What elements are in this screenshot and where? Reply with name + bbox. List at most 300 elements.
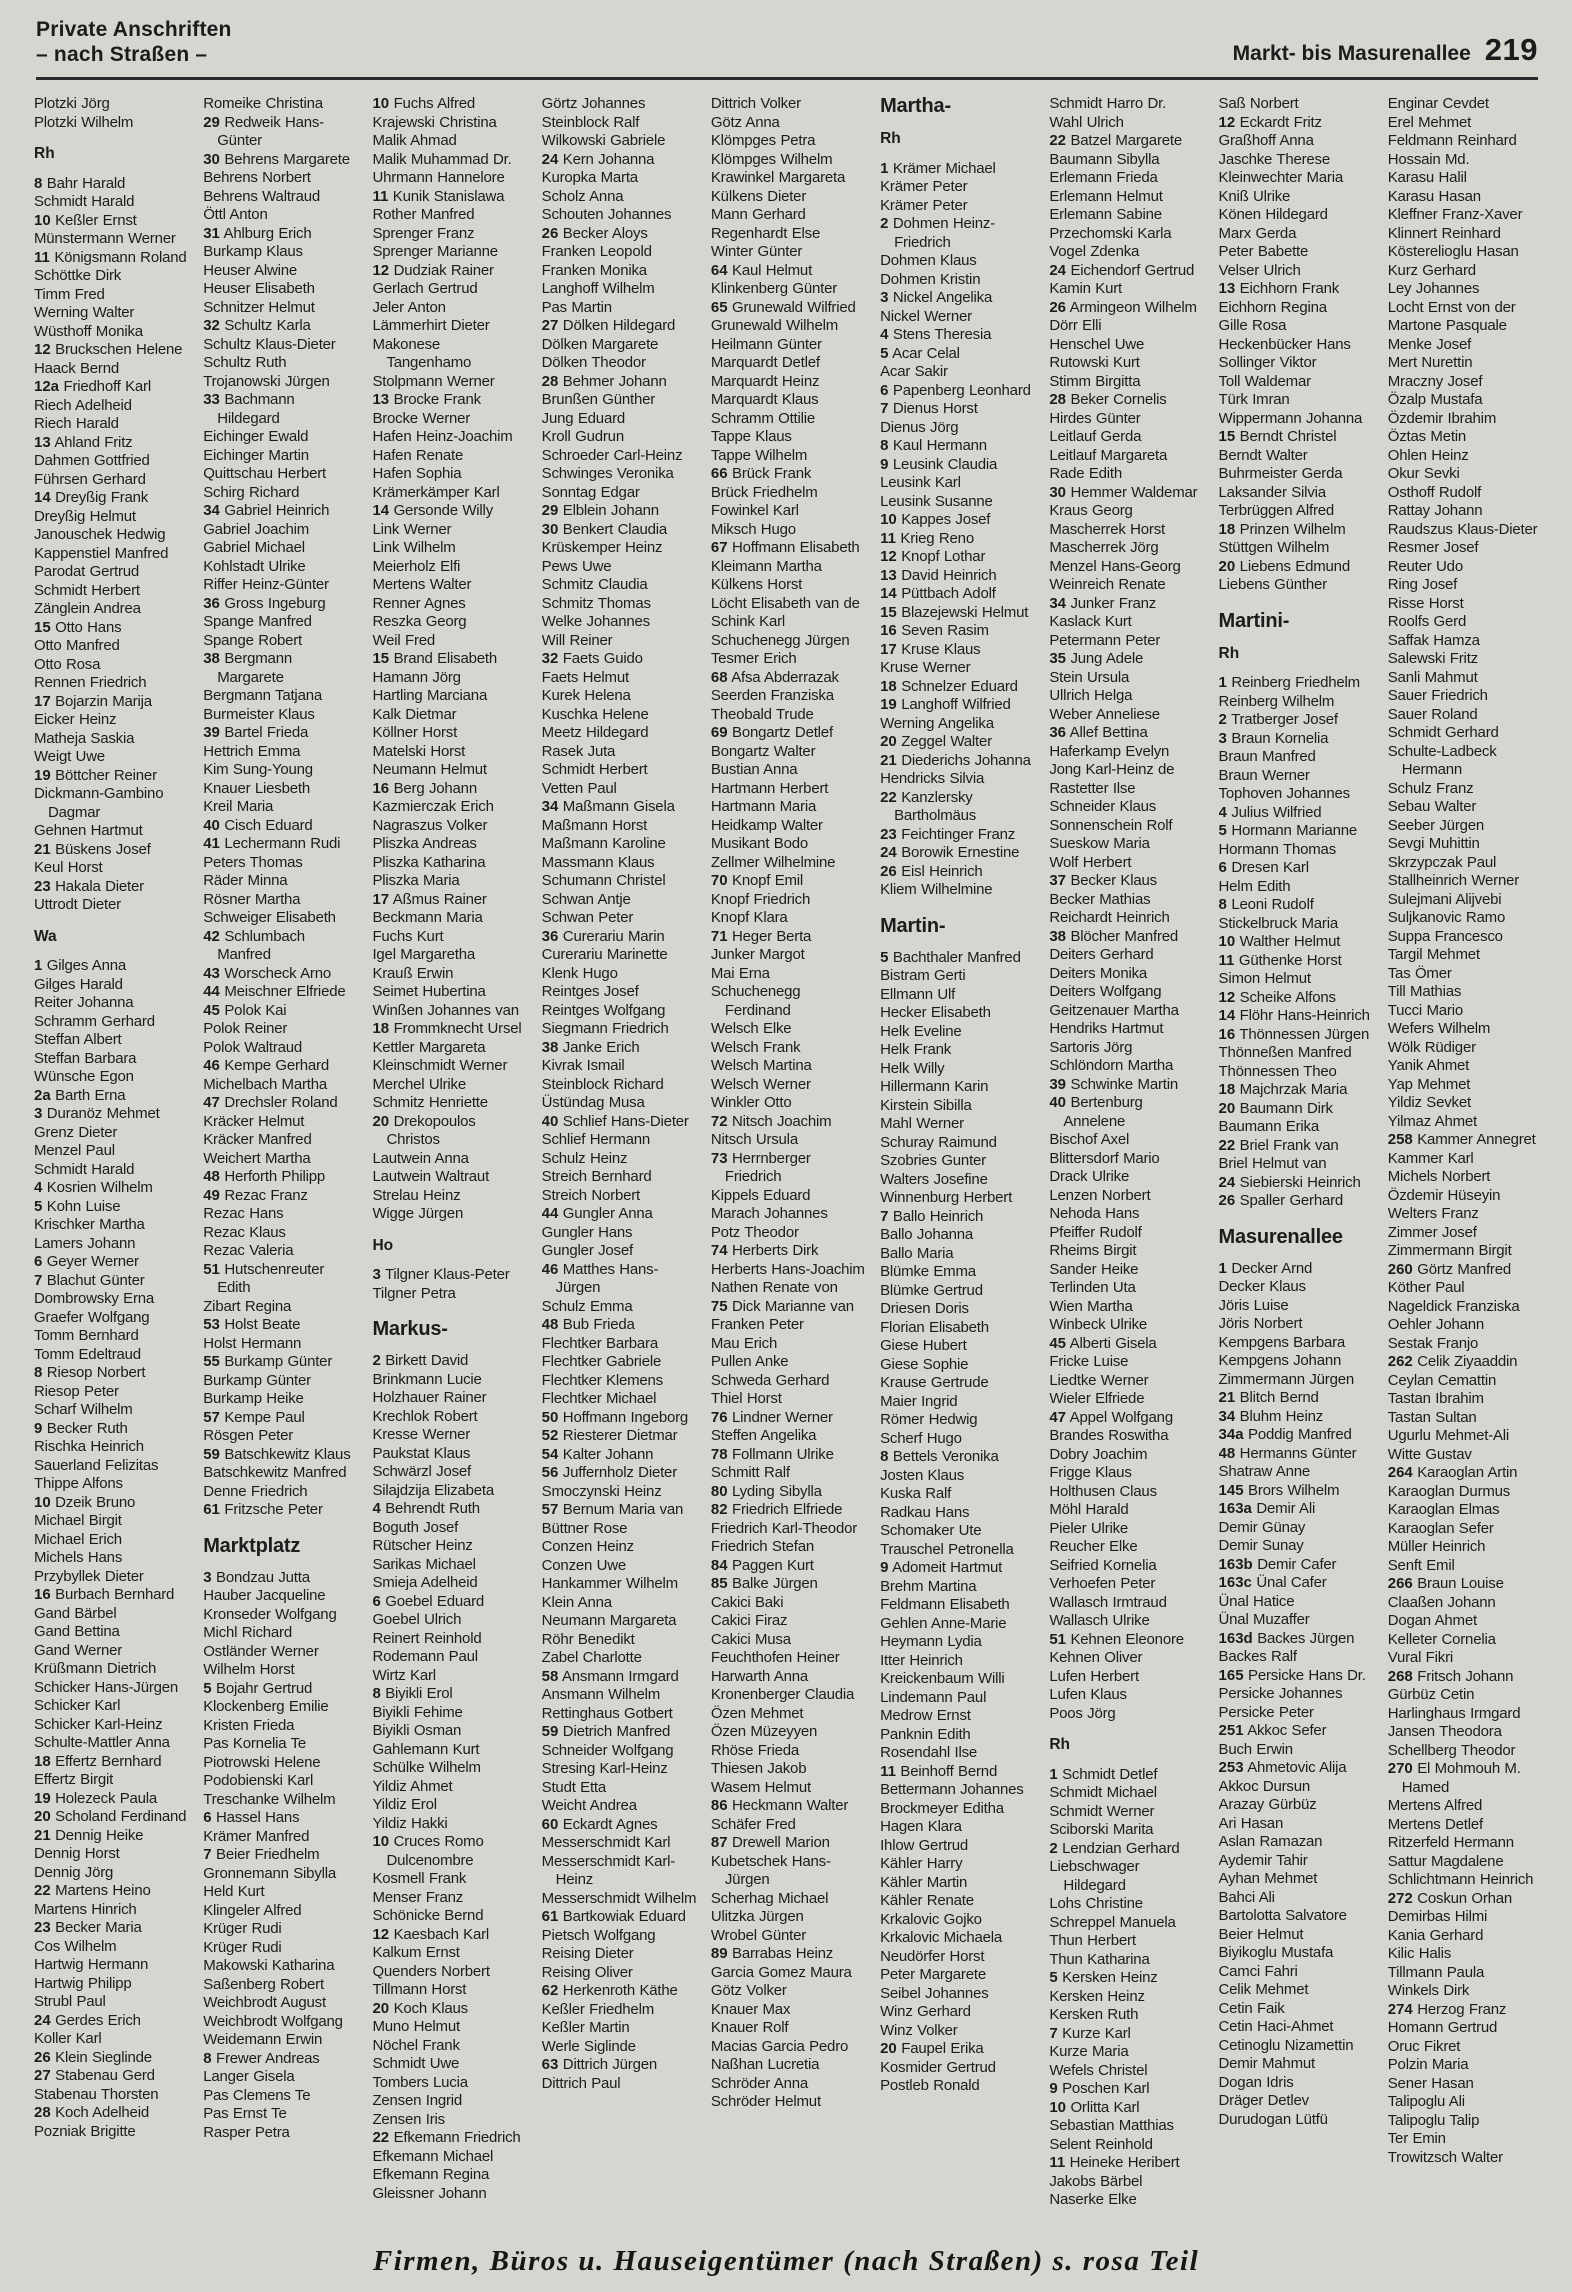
directory-entry: Heuser Alwine [203,261,298,279]
directory-entry: Vetten Paul [541,779,617,797]
directory-entry: Sander Heike [1049,1260,1139,1278]
directory-entry: Rattay Johann [1387,502,1483,519]
directory-entry: Klinkenberg Günter [710,280,838,297]
directory-entry: Klockenberg Emilie [203,1698,329,1715]
directory-entry: Yildiz Erol [372,1796,437,1813]
directory-entry: Josten Klaus [880,1466,965,1484]
directory-column [711,95,867,2222]
directory-entry: Pieler Ulrike [1049,1519,1129,1537]
directory-entry: Welsch Martina [710,1057,812,1074]
directory-entry: Yildiz Ahmet [372,1777,453,1795]
directory-entry: Ohlen Heinz [1387,446,1469,464]
directory-entry: Ulitzka Jürgen [710,1908,804,1925]
directory-entry: Sauer Friedrich [1387,687,1488,704]
directory-entry: Rischka Heinrich [34,1438,144,1455]
directory-entry: 14 Püttbach Adolf [880,585,996,602]
directory-entry: Flechtker Klemens [541,1371,663,1389]
directory-entry: Kristen Frieda [203,1716,295,1734]
section-title-line2: – nach Straßen – [36,42,208,66]
directory-entry: Ley Johannes [1387,280,1480,297]
directory-entry: Giese Sophie [880,1355,969,1373]
directory-entry: Riech Harald [34,415,119,432]
directory-entry: Seifried Kornelia [1049,1556,1157,1574]
directory-entry: Ihlow Gertrud [880,1836,969,1854]
directory-entry: Miksch Hugo [710,520,796,538]
directory-entry: Laksander Silvia [1218,483,1326,501]
directory-entry: Kempgens Johann [1218,1352,1342,1369]
directory-entry: Rütscher Heinz [372,1537,473,1554]
directory-entry: 16 Seven Rasim [880,622,989,639]
directory-entry: 18 Effertz Bernhard [34,1752,162,1770]
directory-entry: Zibart Regina [203,1297,292,1315]
directory-entry: Langer Gisela [203,2068,295,2085]
directory-entry: Führsen Gerhard [34,470,146,488]
directory-columns [34,95,1544,2222]
directory-entry: Gungler Josef [541,1242,633,1259]
directory-entry: Jong Karl-Heinz de [1049,761,1175,778]
directory-entry: Reintges Josef [541,983,639,1000]
directory-entry: 30 Behrens Margarete [203,150,350,168]
directory-entry: 34a Poddig Manfred [1218,1426,1352,1443]
directory-entry: 40 Bertenburg Annelene [1049,1094,1143,1130]
directory-entry: Raudszus Klaus-Dieter [1387,520,1538,538]
directory-entry: Jakobs Bärbel [1049,2172,1143,2190]
directory-entry: Wirtz Karl [372,1666,436,1684]
directory-entry: Kosmider Gertrud [880,2058,996,2076]
directory-entry: Rheims Birgit [1049,1242,1137,1259]
directory-entry: Reichardt Heinrich [1049,909,1170,926]
directory-entry: Sulejmani Alijvebi [1387,890,1502,908]
directory-entry: Winßen Johannes van [372,1001,519,1019]
directory-entry: Martens Hinrich [34,1900,137,1918]
directory-entry: 4 Behrendt Ruth [372,1500,480,1517]
directory-entry: Harwarth Anna [710,1667,808,1685]
directory-entry: Weichbrodt Wolfgang [203,2012,343,2030]
directory-entry: Wasem Helmut [710,1778,811,1796]
directory-entry: Erel Mehmet [1387,113,1472,131]
district-header: Rh [880,130,901,147]
directory-entry: Locht Ernst von der [1387,298,1516,316]
directory-entry: Strubl Paul [34,1993,106,2010]
directory-entry: Seibel Johannes [880,1984,989,2002]
directory-entry: Ünal Hatice [1218,1592,1295,1610]
directory-entry: Homann Gertrud [1387,2019,1498,2036]
directory-entry: 20 Zeggel Walter [880,733,992,750]
directory-entry: Kräcker Manfred [203,1131,312,1148]
directory-entry: 34 Junker Franz [1049,594,1157,612]
directory-entry: Winkler Otto [710,1094,792,1111]
directory-entry: Schulte-Ladbeck Hermann [1387,742,1497,778]
directory-entry: Polok Reiner [203,1020,288,1037]
directory-entry: Otto Rosa [34,655,101,673]
directory-entry: Schmidt Harald [34,193,135,210]
directory-entry: Brunßen Günther [541,391,656,408]
directory-entry: Kurz Gerhard [1387,261,1476,279]
directory-entry: Henschel Uwe [1049,335,1145,353]
directory-entry: Scherhag Michael [710,1889,829,1907]
directory-entry: Müller Heinrich [1387,1538,1486,1555]
directory-entry: Wilkowski Gabriele [541,132,666,149]
directory-entry: 10 Keßler Ernst [34,211,137,229]
directory-entry: 28 Koch Adelheid [34,2104,149,2121]
directory-entry: 68 Afsa Abderrazak [710,668,839,686]
directory-entry: Hossain Md. [1387,150,1470,168]
directory-entry: Wüsthoff Monika [34,322,143,340]
directory-entry: Reuter Udo [1387,557,1463,575]
directory-entry: Köllner Horst [372,724,458,741]
directory-entry: 84 Paggen Kurt [710,1556,814,1574]
directory-entry: Dittrich Volker [710,95,801,112]
directory-entry: Flechtker Michael [541,1390,657,1407]
directory-entry: 85 Balke Jürgen [710,1575,818,1592]
directory-entry: Rezac Valeria [203,1242,294,1259]
directory-entry: Tastan Sultan [1387,1408,1477,1426]
directory-entry: Götz Anna [710,113,780,131]
directory-entry: Erlemann Helmut [1049,187,1163,205]
directory-entry: Helk Frank [880,1041,952,1058]
directory-entry: Grenz Dieter [34,1123,118,1141]
directory-entry: Rosendahl Ilse [880,1744,978,1761]
district-header: Ho [372,1236,394,1254]
directory-entry: 2 Lendzian Gerhard [1049,1839,1180,1857]
directory-entry: Conzen Heinz [541,1538,634,1555]
directory-entry: Kuschka Helene [541,705,649,723]
directory-entry: Zellmer Wilhelmine [710,853,836,871]
directory-entry: Krüger Rudi [203,1938,282,1956]
directory-entry: Stimm Birgitta [1049,372,1141,390]
directory-entry: Krämerkämper Karl [372,483,500,501]
directory-entry: 26 Klein Sieglinde [34,2048,152,2066]
district-header: Rh [34,145,55,162]
directory-entry: Franken Peter [710,1316,804,1333]
directory-entry: 20 Scholand Ferdinand [34,1808,187,1825]
directory-entry: 64 Kaul Helmut [710,261,813,279]
directory-entry: Kreil Maria [203,798,274,815]
directory-entry: 72 Nitsch Joachim [710,1112,832,1130]
directory-entry: 26 Spaller Gerhard [1218,1192,1344,1209]
directory-entry: 70 Knopf Emil [710,872,804,889]
directory-entry: Talipoglu Talip [1387,2111,1480,2129]
directory-entry: Bustian Anna [710,761,798,778]
directory-entry: 1 Schmidt Detlef [1049,1765,1158,1783]
directory-entry: Cakici Musa [710,1630,791,1648]
directory-entry: 32 Faets Guido [541,650,643,667]
directory-entry: 22 Briel Frank van [1218,1136,1339,1154]
directory-entry: 13 Eichhorn Frank [1218,280,1340,297]
directory-entry: Schwärzl Josef [372,1463,472,1480]
directory-entry: 32 Schultz Karla [203,317,311,334]
directory-entry: 61 Fritzsche Peter [203,1501,323,1518]
directory-entry: Blittersdorf Mario [1049,1149,1160,1167]
directory-entry: Jaschke Therese [1218,150,1330,168]
directory-entry: 22 Efkemann Friedrich [372,2129,521,2146]
directory-entry: Leitlauf Margareta [1049,446,1168,464]
directory-entry: Kivrak Ismail [541,1057,625,1074]
header-rule [36,77,1538,80]
directory-entry: Heuser Elisabeth [203,280,315,297]
directory-entry: Jöris Luise [1218,1296,1289,1314]
directory-entry: Yildiz Sevket [1387,1094,1471,1111]
directory-entry: Görtz Johannes [541,95,646,112]
directory-entry: Schulz Heinz [541,1149,628,1167]
directory-entry: Deiters Wolfgang [1049,983,1162,1000]
directory-entry: Hormann Thomas [1218,840,1337,858]
directory-entry: 6 Papenberg Leonhard [880,381,1031,399]
directory-entry: Feuchthofen Heiner [710,1649,840,1666]
directory-entry: Efkemann Michael [372,2147,494,2165]
directory-entry: 53 Holst Beate [203,1316,301,1333]
directory-entry: Biyikoglu Mustafa [1218,1944,1334,1961]
directory-entry: Gabriel Michael [203,539,305,556]
directory-entry: Cetinoglu Nizamettin [1218,2036,1354,2054]
directory-entry: Schultz Ruth [203,354,287,371]
directory-entry: Przechomski Karla [1049,224,1172,242]
directory-entry: Wrobel Günter [710,1926,807,1944]
directory-entry: 10 Fuchs Alfred [372,95,476,112]
directory-entry: Yildiz Hakki [372,1814,448,1832]
directory-entry: Ritzerfeld Hermann [1387,1834,1514,1851]
directory-entry: Menser Franz [372,1888,464,1906]
directory-entry: Schwan Peter [541,909,634,926]
directory-entry: Demirbas Hilmi [1387,1908,1488,1925]
directory-entry: Briel Helmut van [1218,1155,1327,1172]
directory-entry: Friedrich Karl-Theodor [710,1519,858,1537]
directory-entry: Knauer Rolf [710,2019,789,2036]
directory-entry: Lufen Klaus [1049,1686,1127,1703]
directory-entry: Jung Eduard [541,409,626,427]
directory-entry: Roolfs Gerd [1387,613,1467,630]
directory-entry: 51 Kehnen Eleonore [1049,1630,1184,1648]
directory-entry: Schönicke Bernd [372,1907,484,1924]
directory-entry: 34 Gabriel Heinrich [203,502,330,519]
directory-entry: 48 Hermanns Günter [1218,1444,1357,1462]
directory-entry: 22 Batzel Margarete [1049,132,1182,149]
directory-entry: Heckenbücker Hans [1218,335,1351,353]
directory-entry: Eichinger Ewald [203,428,309,445]
directory-entry: Schweiger Elisabeth [203,909,336,926]
directory-entry: Helm Edith [1218,877,1291,895]
directory-entry: Schmidt Herbert [541,761,648,778]
directory-entry: 87 Drewell Marion [710,1834,830,1851]
directory-entry: Kroll Gudrun [541,428,624,445]
directory-entry: Öztas Metin [1387,428,1467,445]
directory-entry: Burkamp Günter [203,1371,311,1389]
directory-entry: 22 Martens Heino [34,1882,151,1899]
directory-entry: 65 Grunewald Wilfried [710,298,856,316]
directory-entry: Saßenberg Robert [203,1975,324,1993]
directory-entry: Macias Garcia Pedro [710,2037,849,2055]
directory-entry: Feldmann Reinhard [1387,132,1517,149]
directory-entry: Marquardt Klaus [710,391,819,408]
directory-entry: Postleb Ronald [880,2077,980,2094]
directory-entry: Romeike Christina [203,95,323,112]
directory-entry: Römer Hedwig [880,1411,978,1428]
directory-entry: Lenzen Norbert [1049,1186,1151,1204]
directory-entry: 46 Kempe Gerhard [203,1057,329,1074]
directory-entry: Blümke Gertrud [880,1281,983,1299]
directory-entry: Knopf Friedrich [710,890,811,908]
directory-entry: Thiesen Jakob [710,1760,807,1777]
directory-entry: Wippermann Johanna [1218,409,1363,427]
directory-entry: Schreppel Manuela [1049,1913,1176,1931]
directory-entry: 5 Bojahr Gertrud [203,1679,313,1697]
directory-entry: 18 Frommknecht Ursel [372,1020,522,1037]
directory-entry: Potz Theodor [710,1223,799,1241]
directory-entry: Mert Nurettin [1387,354,1473,371]
directory-entry: Ballo Johanna [880,1226,974,1243]
directory-entry: Reinert Reinhold [372,1629,482,1647]
directory-entry: Haferkamp Evelyn [1049,742,1170,760]
directory-entry: Kappenstiel Manfred [34,544,169,562]
directory-entry: Leitlauf Gerda [1049,428,1142,445]
directory-entry: Hendriks Hartmut [1049,1020,1164,1037]
directory-entry: Schmidt Gerhard [1387,724,1499,741]
directory-entry: Nageldick Franziska [1387,1297,1520,1315]
directory-entry: Beier Helmut [1218,1925,1304,1943]
directory-entry: 12 Eckardt Fritz [1218,113,1322,131]
directory-entry: Özdemir Ibrahim [1387,409,1497,427]
directory-entry: Gilges Harald [34,975,123,993]
directory-entry: 8 Bahr Harald [34,174,126,192]
directory-entry: 9 Leusink Claudia [880,455,998,473]
directory-entry: Ring Josef [1387,576,1458,593]
directory-entry: 86 Heckmann Walter [710,1797,849,1814]
directory-entry: 272 Coskun Orhan [1387,1889,1513,1907]
directory-entry: Kreickenbaum Willi [880,1670,1005,1687]
directory-entry: 73 Herrnberger Friedrich [710,1149,811,1185]
directory-entry: 20 Drekopoulos Christos [372,1112,476,1148]
directory-entry: 12 Bruckschen Helene [34,341,183,358]
directory-entry: Menzel Hans-Georg [1049,557,1181,575]
directory-entry: Smoczynski Heinz [541,1482,662,1500]
directory-entry: 163c Ünal Cafer [1218,1574,1327,1591]
directory-entry: Behrens Waltraud [203,187,321,205]
directory-entry: Merchel Ulrike [372,1075,466,1093]
directory-entry: Tesmer Erich [710,650,797,667]
directory-entry: Özen Müzeyyen [710,1723,818,1740]
directory-entry: Liebens Günther [1218,576,1327,593]
street-range: Markt- bis Masurenallee [1232,41,1471,65]
directory-entry: Yanik Ahmet [1387,1057,1470,1074]
directory-entry: Przybyllek Dieter [34,1567,144,1585]
directory-entry: 50 Hoffmann Ingeborg [541,1408,689,1426]
directory-entry: Brandes Roswitha [1049,1427,1169,1444]
directory-entry: Fowinkel Karl [710,502,799,519]
directory-entry: 3 Braun Kornelia [1218,729,1329,747]
directory-entry: 1 Reinberg Friedhelm [1218,674,1360,691]
directory-entry: Dennig Jörg [34,1863,114,1881]
directory-entry: Sueskow Maria [1049,835,1150,852]
directory-entry: 59 Dietrich Manfred [541,1723,671,1740]
directory-entry: Kähler Martin [880,1873,968,1891]
directory-entry: Schuray Raimund [880,1133,997,1151]
directory-entry: Giese Hubert [880,1337,967,1354]
directory-entry: Sartoris Jörg [1049,1038,1133,1056]
directory-entry: Rhöse Frieda [710,1741,800,1759]
directory-entry: Malik Ahmad [372,132,457,149]
directory-entry: Schuchenegg Jürgen [710,631,850,649]
directory-entry: Naßhan Lucretia [710,2056,820,2073]
directory-entry: Reszka Georg [372,613,467,630]
directory-entry: Bischof Axel [1049,1131,1130,1148]
directory-entry: 8 Kaul Hermann [880,437,987,454]
section-title-line1: Private Anschriften [36,18,232,41]
directory-entry: Kleinwechter Maria [1218,169,1343,186]
directory-entry: 28 Behmer Johann [541,372,667,390]
directory-entry: Knauer Max [710,2000,791,2018]
directory-entry: Fricke Luise [1049,1353,1129,1370]
directory-entry: Reising Oliver [541,1963,633,1981]
directory-entry: Terbrüggen Alfred [1218,502,1335,519]
directory-entry: Weichbrodt August [203,1994,326,2011]
directory-entry: 39 Bartel Frieda [203,724,309,741]
directory-entry: 11 Heineke Heribert [1049,2154,1180,2171]
directory-entry: Yap Mehmet [1387,1075,1471,1093]
directory-entry: Senft Emil [1387,1556,1455,1574]
directory-entry: 45 Alberti Gisela [1049,1334,1157,1352]
directory-entry: Mertens Alfred [1387,1797,1483,1814]
street-header: Marktplatz [203,1534,301,1557]
directory-entry: 6 Hassel Hans [203,1809,300,1826]
directory-entry: Weicht Andrea [541,1797,637,1814]
directory-entry: Brehm Martina [880,1577,977,1595]
directory-entry: Flechtker Barbara [541,1334,658,1352]
directory-entry: Plotzki Wilhelm [34,113,134,131]
directory-entry: 18 Schnelzer Eduard [880,677,1018,695]
directory-entry: Schulz Emma [541,1297,633,1315]
directory-entry: Igel Margaretha [372,946,475,963]
directory-entry: Oruc Fikret [1387,2037,1461,2055]
directory-entry: Werle Siglinde [541,2037,636,2055]
directory-entry: 38 Blöcher Manfred [1049,927,1179,945]
directory-entry: Nickel Werner [880,307,972,325]
directory-entry: Krause Gertrude [880,1374,989,1391]
directory-entry: 57 Bernum Maria van [541,1501,684,1518]
directory-entry: Zimmer Josef [1387,1223,1477,1241]
directory-entry: Steffan Barbara [34,1049,137,1067]
directory-entry: Tilgner Petra [372,1284,456,1302]
directory-entry: Rodemann Paul [372,1648,478,1665]
directory-entry: 165 Persicke Hans Dr. [1218,1666,1366,1684]
directory-entry: Bergmann Tatjana [203,687,322,704]
directory-entry: Hafen Heinz-Joachim [372,428,513,445]
directory-entry: Graßhoff Anna [1218,132,1314,149]
directory-entry: Thönneßen Manfred [1218,1044,1352,1061]
directory-entry: 11 Beinhoff Bernd [880,1762,998,1780]
directory-entry: Köther Paul [1387,1279,1465,1296]
directory-entry: Krkalovic Gojko [880,1910,982,1928]
directory-entry: Eichhorn Regina [1218,298,1327,316]
street-header: Martin- [880,914,946,937]
directory-entry: Braun Werner [1218,766,1310,784]
directory-entry: Risse Horst [1387,594,1464,612]
directory-entry: Karasu Halil [1387,169,1467,186]
directory-entry: Michels Norbert [1387,1168,1491,1185]
directory-entry: 12 Scheike Alfons [1218,988,1336,1006]
directory-entry: Löcht Elisabeth van de [710,594,860,612]
directory-entry: Reiter Johanna [34,994,134,1011]
district-header: Rh [1049,1736,1070,1753]
directory-entry: Pliszka Katharina [372,853,486,871]
directory-entry: Streich Norbert [541,1186,641,1204]
directory-entry: Streich Bernhard [541,1168,652,1185]
directory-entry: Sener Hasan [1387,2074,1474,2092]
directory-entry: Sonnenschein Rolf [1049,816,1173,834]
directory-entry: Siegmann Friedrich [541,1020,669,1037]
directory-entry: Cakici Firaz [710,1612,788,1629]
directory-entry: Dohmen Klaus [880,252,977,269]
directory-entry: Muno Helmut [372,2018,460,2035]
